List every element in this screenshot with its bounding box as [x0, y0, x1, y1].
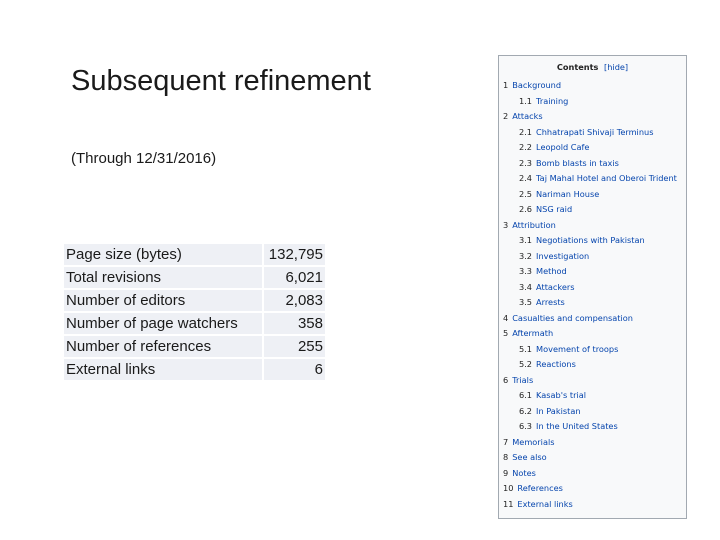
- toc-item-link[interactable]: Nariman House: [536, 188, 600, 199]
- stat-value: 358: [264, 313, 325, 334]
- toc-item-link[interactable]: Bomb blasts in taxis: [536, 157, 619, 168]
- table-row: [64, 336, 325, 357]
- toc-item-link[interactable]: Kasab's trial: [536, 390, 587, 400]
- toc-item[interactable]: [499, 109, 686, 125]
- toc-item-link[interactable]: Background: [512, 80, 562, 90]
- stat-label: Number of page watchers: [64, 313, 262, 334]
- toc-item-number: 10: [503, 483, 514, 493]
- toc-item-number: 2.2: [519, 142, 533, 152]
- toc-item[interactable]: [499, 218, 686, 234]
- stat-value: 255: [264, 336, 325, 357]
- toc-item-number: 2.4: [519, 173, 533, 183]
- toc-item[interactable]: [499, 249, 686, 265]
- toc-item-link[interactable]: Taj Mahal Hotel and Oberoi Trident: [536, 173, 677, 183]
- table-of-contents: [498, 55, 687, 519]
- toc-item-number: 5.2: [519, 359, 533, 369]
- toc-item-number: 3.2: [519, 250, 533, 261]
- toc-item-number: 11: [503, 498, 514, 509]
- toc-item[interactable]: [499, 419, 686, 435]
- toc-item-number: 2: [503, 111, 509, 121]
- toc-item-number: 5: [503, 328, 509, 338]
- toc-item[interactable]: [499, 280, 686, 296]
- toc-item-link[interactable]: See also: [512, 452, 547, 462]
- toc-item[interactable]: [499, 435, 686, 451]
- toc-header: [499, 62, 686, 78]
- toc-item[interactable]: [499, 373, 686, 389]
- toc-item-number: 8: [503, 452, 509, 462]
- toc-item-link[interactable]: Attribution: [512, 219, 556, 230]
- toc-item[interactable]: [499, 311, 686, 327]
- toc-item-link[interactable]: Negotiations with Pakistan: [536, 235, 645, 245]
- toc-item-link[interactable]: Casualties and compensation: [512, 312, 633, 323]
- toc-item[interactable]: [499, 342, 686, 358]
- table-row: [64, 244, 325, 265]
- toc-item-link[interactable]: Attackers: [536, 281, 575, 292]
- toc-item-link[interactable]: In Pakistan: [536, 405, 581, 416]
- toc-item-link[interactable]: References: [517, 483, 563, 493]
- toc-item[interactable]: [499, 140, 686, 156]
- toc-item-number: 3: [503, 219, 509, 230]
- toc-item-link[interactable]: Chhatrapati Shivaji Terminus: [536, 126, 654, 137]
- toc-item-link[interactable]: Movement of troops: [536, 343, 619, 354]
- slide-title: Subsequent refinement: [71, 65, 371, 97]
- toc-item[interactable]: [499, 450, 686, 466]
- toc-item[interactable]: [499, 388, 686, 404]
- toc-item-number: 6.2: [519, 405, 533, 416]
- stat-label: Number of references: [64, 336, 262, 357]
- toc-item[interactable]: [499, 78, 686, 94]
- toc-item-link[interactable]: Memorials: [512, 436, 555, 447]
- toc-item-number: 6.3: [519, 421, 533, 431]
- toc-item-number: 6.1: [519, 390, 533, 400]
- toc-item-link[interactable]: Notes: [512, 467, 536, 478]
- stat-value: 2,083: [264, 290, 325, 311]
- stat-label: Page size (bytes): [64, 244, 262, 265]
- toc-item[interactable]: [499, 171, 686, 187]
- toc-item-number: 7: [503, 436, 509, 447]
- toc-item[interactable]: [499, 156, 686, 172]
- toc-item-link[interactable]: NSG raid: [536, 204, 573, 214]
- toc-item-number: 1: [503, 80, 509, 90]
- toc-item-link[interactable]: Aftermath: [512, 328, 554, 338]
- toc-heading: Contents: [556, 62, 599, 72]
- stat-value: 132,795: [264, 244, 325, 265]
- toc-item-number: 3.5: [519, 297, 533, 307]
- toc-item[interactable]: [499, 326, 686, 342]
- toc-item-link[interactable]: Leopold Cafe: [536, 142, 590, 152]
- toc-item-link[interactable]: Reactions: [536, 359, 576, 369]
- toc-hide-link[interactable]: [hide]: [604, 62, 629, 72]
- toc-item-link[interactable]: In the United States: [536, 421, 618, 431]
- toc-item-number: 2.5: [519, 188, 533, 199]
- toc-item-link[interactable]: External links: [517, 498, 573, 509]
- toc-item-link[interactable]: Attacks: [512, 111, 543, 121]
- toc-item[interactable]: [499, 404, 686, 420]
- toc-item-number: 2.1: [519, 126, 533, 137]
- toc-item-number: 3.3: [519, 266, 533, 276]
- toc-item-number: 3.1: [519, 235, 533, 245]
- stat-label: Total revisions: [64, 267, 262, 288]
- toc-item[interactable]: [499, 357, 686, 373]
- slide-subtitle: (Through 12/31/2016): [71, 150, 217, 167]
- stat-label: Number of editors: [64, 290, 262, 311]
- toc-item[interactable]: [499, 481, 686, 497]
- stat-value: 6,021: [264, 267, 325, 288]
- toc-item[interactable]: [499, 497, 686, 513]
- statistics-table: [62, 242, 327, 382]
- toc-item[interactable]: [499, 187, 686, 203]
- toc-item-link[interactable]: Training: [536, 95, 569, 106]
- toc-item[interactable]: [499, 94, 686, 110]
- toc-item-number: 5.1: [519, 343, 533, 354]
- toc-item-link[interactable]: Arrests: [536, 297, 565, 307]
- toc-item[interactable]: [499, 264, 686, 280]
- toc-item-number: 2.3: [519, 157, 533, 168]
- stat-value: 6: [264, 359, 325, 380]
- toc-item-link[interactable]: Trials: [512, 374, 534, 385]
- table-row: [64, 267, 325, 288]
- toc-item-number: 6: [503, 374, 509, 385]
- toc-item-number: 4: [503, 312, 509, 323]
- toc-item[interactable]: [499, 233, 686, 249]
- toc-item-link[interactable]: Investigation: [536, 250, 590, 261]
- stat-label: External links: [64, 359, 262, 380]
- toc-list: [499, 78, 686, 512]
- toc-item-number: 2.6: [519, 204, 533, 214]
- toc-item-link[interactable]: Method: [536, 266, 567, 276]
- table-row: [64, 313, 325, 334]
- table-row: [64, 290, 325, 311]
- table-row: [64, 359, 325, 380]
- toc-item[interactable]: [499, 295, 686, 311]
- toc-item-number: 1.1: [519, 95, 533, 106]
- toc-item[interactable]: [499, 202, 686, 218]
- toc-item[interactable]: [499, 466, 686, 482]
- toc-item-number: 9: [503, 467, 509, 478]
- toc-item[interactable]: [499, 125, 686, 141]
- toc-item-number: 3.4: [519, 281, 533, 292]
